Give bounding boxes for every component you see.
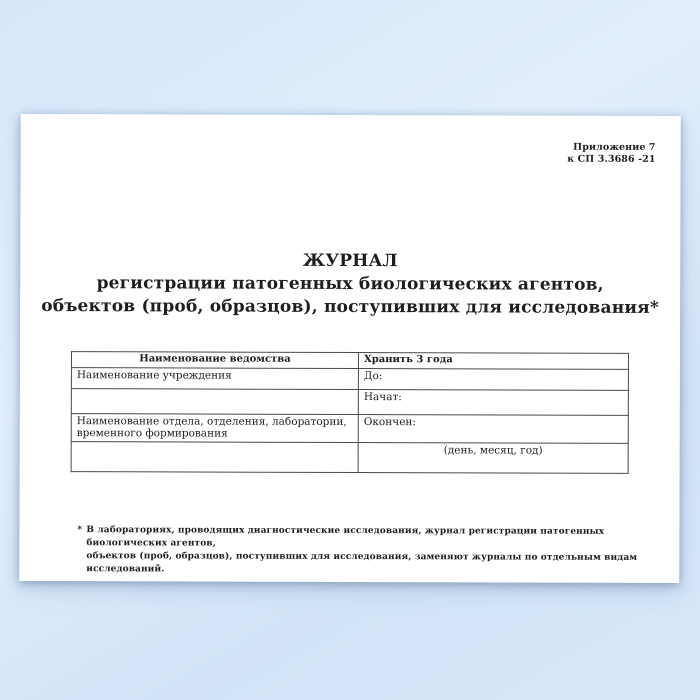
cell-empty-left-bottom (71, 441, 358, 472)
cell-finished-label: Окончен: (358, 414, 628, 443)
annex-line-appendix: Приложение 7 (573, 141, 656, 153)
cell-division-name: Наименование отдела, отделения, лаборатории, временного формирования (71, 413, 358, 442)
table-row (71, 352, 628, 369)
annex-line-regulation: к СП 3.3686 -21 (567, 153, 656, 165)
cell-retention-period: Хранить 3 года (358, 353, 628, 369)
table-row (71, 441, 628, 473)
annex-note (567, 142, 655, 166)
footnote-text (86, 524, 679, 578)
title-line-journal: ЖУРНАЛ (302, 250, 398, 272)
cell-until-label: До: (358, 368, 628, 390)
document-page (19, 114, 680, 583)
cell-empty-left (71, 388, 358, 414)
footnote-line-1: В лабораториях, проводящих диагностические исследования, журнал регистрации патогенных биологических агентов, (86, 525, 605, 549)
cell-date-format-hint: (день, месяц, год) (358, 442, 628, 473)
footnote-marker: * (77, 525, 83, 536)
footnote (77, 524, 679, 578)
table-row (71, 367, 628, 390)
title-line-registration: регистрации патогенных биологических агентов, (96, 273, 604, 295)
registration-table (71, 351, 629, 473)
cell-started-label: Начат: (358, 389, 628, 415)
table-row (71, 388, 628, 415)
cell-institution-name: Наименование учреждения (71, 367, 358, 389)
document-title (20, 249, 680, 320)
cell-department-name-header: Наименование ведомства (71, 352, 358, 368)
footnote-line-2: объектов (проб, образцов), поступивших для исследования, заменяют журналы по отдельным видам исследований. (86, 551, 638, 575)
title-line-objects: объектов (проб, образцов), поступивших для исследования* (41, 296, 660, 318)
table-row (71, 413, 628, 443)
